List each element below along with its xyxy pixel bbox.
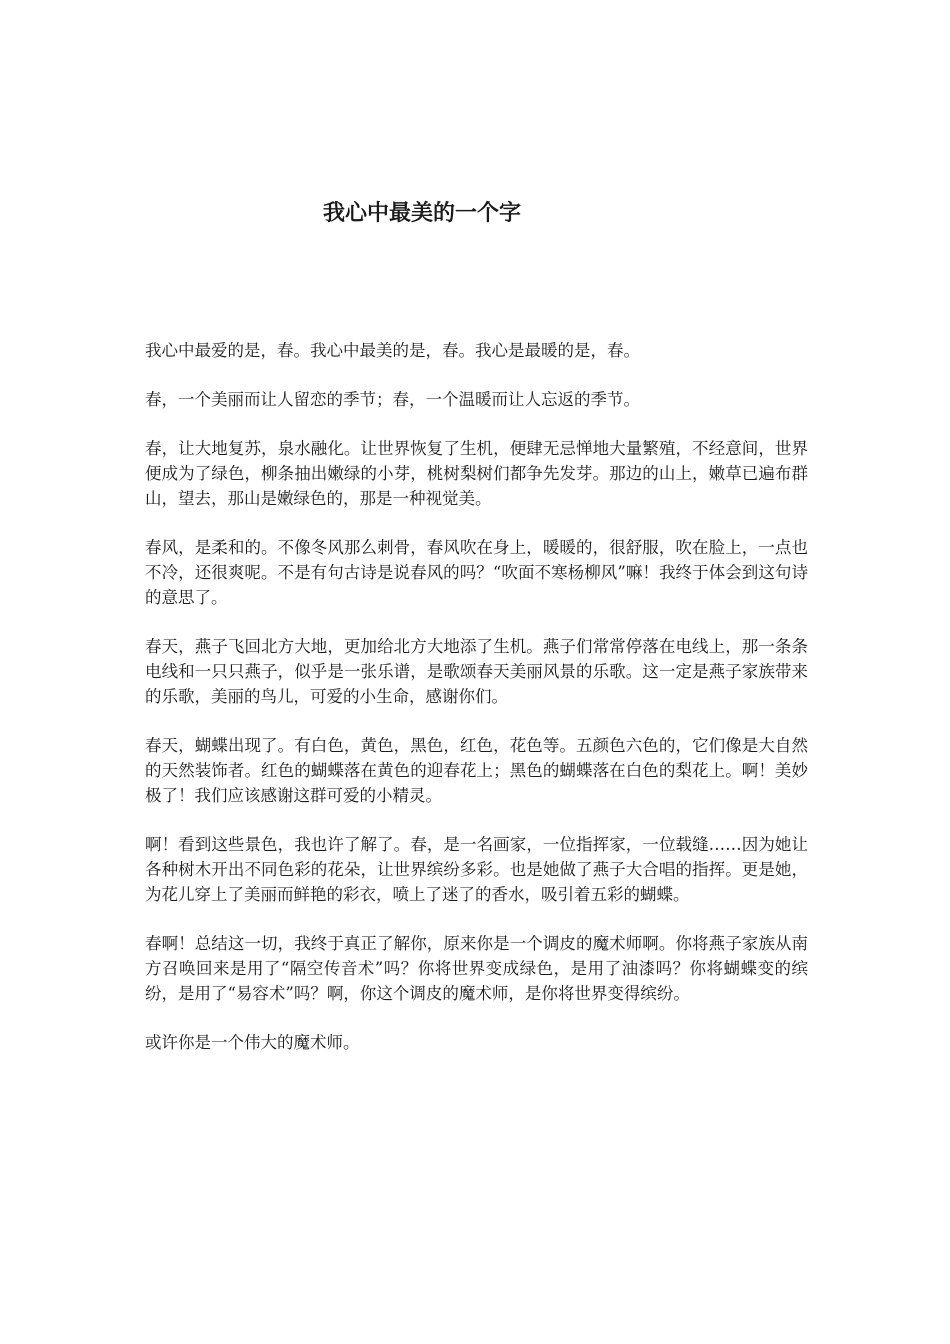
paragraph: 我心中最爱的是，春。我心中最美的是，春。我心是最暖的是，春。	[145, 341, 640, 360]
paragraph: 春，让大地复苏，泉水融化。让世界恢复了生机，便肆无忌惮地大量繁殖，不经意间，世界便成为了绿色，柳条抽出嫩绿的小芽，桃树梨树们都争先发芽。那边的山上，嫩草已遍布群山，望去，那山是嫩绿色的，那是一种视觉美。	[145, 439, 808, 508]
paragraph: 春天，蝴蝶出现了。有白色，黄色，黑色，红色，花色等。五颜色六色的，它们像是大自然的天然装饰者。红色的蝴蝶落在黄色的迎春花上；黑色的蝴蝶落在白色的梨花上。啊！美妙极了！我们应该感谢这群可爱的小精灵。	[145, 736, 808, 805]
paragraph: 春，一个美丽而让人留恋的季节；春，一个温暖而让人忘返的季节。	[145, 390, 640, 409]
paragraph: 或许你是一个伟大的魔术师。	[145, 1033, 360, 1052]
paragraph: 春风，是柔和的。不像冬风那么刺骨，春风吹在身上，暖暖的，很舒服，吹在脸上，一点也不冷，还很爽呢。不是有句古诗是说春风的吗？“吹面不寒杨柳风”嘛！我终于体会到这句诗的意思了。	[145, 538, 808, 607]
paragraph: 春天，燕子飞回北方大地，更加给北方大地添了生机。燕子们常常停落在电线上，那一条条电线和一只只燕子，似乎是一张乐谱，是歌颂春天美丽风景的乐歌。这一定是燕子家族带来的乐歌，美丽的鸟儿，可爱的小生命，感谢你们。	[145, 637, 808, 706]
paragraph: 春啊！总结这一切，我终于真正了解你，原来你是一个调皮的魔术师啊。你将燕子家族从南方召唤回来是用了“隔空传音术”吗？你将世界变成绿色，是用了油漆吗？你将蝴蝶变的缤纷，是用了“易容术”吗？啊，你这个调皮的魔术师，是你将世界变得缤纷。	[145, 934, 808, 1003]
document-title: 我心中最美的一个字	[323, 201, 522, 226]
document-body	[145, 338, 808, 1079]
paragraph: 啊！看到这些景色，我也许了解了。春，是一名画家，一位指挥家，一位载缝……因为她让各种树木开出不同色彩的花朵，让世界缤纷多彩。也是她做了燕子大合唱的指挥。更是她，为花儿穿上了美丽而鲜艳的彩衣，喷上了迷了的香水，吸引着五彩的蝴蝶。	[145, 835, 808, 904]
